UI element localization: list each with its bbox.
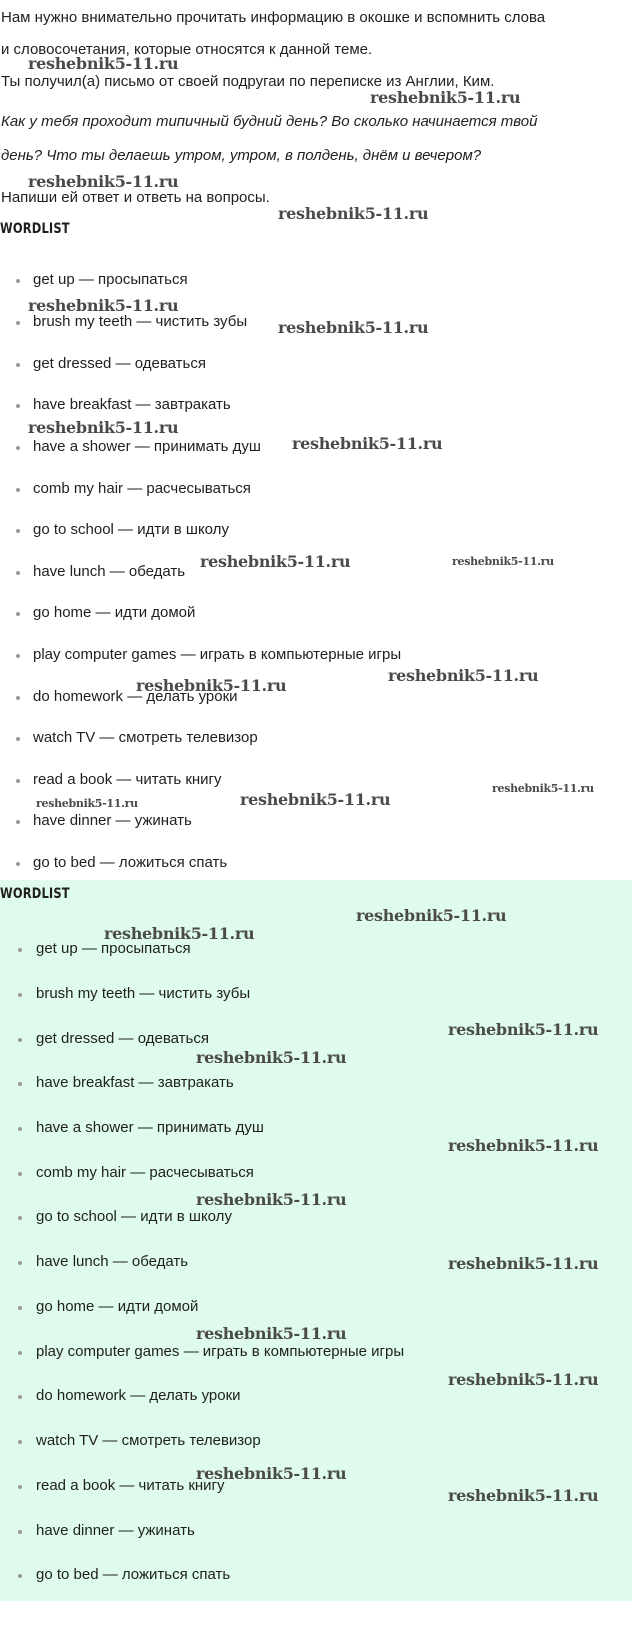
list-item: have lunch — обедать [0, 1253, 188, 1270]
list-item: have dinner — ужинать [0, 812, 192, 829]
list-item: have a shower — принимать душ [0, 438, 261, 455]
watermark: reshebnik5-11.ru [448, 1370, 599, 1389]
list-item: read a book — читать книгу [0, 1477, 225, 1494]
list-item: have breakfast — завтракать [0, 1074, 234, 1091]
watermark: reshebnik5-11.ru [28, 54, 179, 73]
watermark: reshebnik5-11.ru [196, 1048, 347, 1067]
watermark: reshebnik5-11.ru [278, 204, 429, 223]
watermark: reshebnik5-11.ru [104, 924, 255, 943]
list-item: do homework — делать уроки [0, 1387, 241, 1404]
list-item: have breakfast — завтракать [0, 396, 231, 413]
watermark: reshebnik5-11.ru [278, 318, 429, 337]
watermark: reshebnik5-11.ru [200, 552, 351, 571]
watermark: reshebnik5-11.ru [36, 797, 138, 810]
watermark: reshebnik5-11.ru [196, 1464, 347, 1483]
intro-line-1: Нам нужно внимательно прочитать информацию в окошке и вспомнить слова [1, 9, 546, 26]
list-item: play computer games — играть в компьютерные игры [0, 646, 401, 663]
watermark: reshebnik5-11.ru [452, 555, 554, 568]
list-item: have lunch — обедать [0, 563, 185, 580]
list-item: go to bed — ложиться спать [0, 1566, 230, 1583]
intro-line-3: Ты получил(а) письмо от своей подругаи по переписке из Англии, Ким. [1, 73, 495, 90]
list-item: watch TV — смотреть телевизор [0, 729, 258, 746]
watermark: reshebnik5-11.ru [448, 1020, 599, 1039]
watermark: reshebnik5-11.ru [492, 782, 594, 795]
list-item: go to school — идти в школу [0, 521, 229, 538]
list-item: have a shower — принимать душ [0, 1119, 264, 1136]
wordlist-heading-1: WORDLIST [0, 221, 70, 237]
list-item: go to bed — ложиться спать [0, 854, 227, 871]
list-item: brush my teeth — чистить зубы [0, 313, 247, 330]
list-item: get dressed — одеваться [0, 355, 206, 372]
watermark: reshebnik5-11.ru [240, 790, 391, 809]
wordlist-heading-2: WORDLIST [0, 886, 70, 902]
watermark: reshebnik5-11.ru [28, 172, 179, 191]
watermark: reshebnik5-11.ru [448, 1486, 599, 1505]
intro-line-2: и словосочетания, которые относятся к данной теме. [1, 41, 373, 58]
watermark: reshebnik5-11.ru [28, 296, 179, 315]
watermark: reshebnik5-11.ru [356, 906, 507, 925]
list-item: comb my hair — расчесываться [0, 1164, 254, 1181]
list-item: brush my teeth — чистить зубы [0, 985, 250, 1002]
list-item: read a book — читать книгу [0, 771, 222, 788]
list-item: do homework — делать уроки [0, 688, 238, 705]
intro-line-6: Напиши ей ответ и ответь на вопросы. [1, 189, 270, 206]
list-item: go home — идти домой [0, 604, 195, 621]
watermark: reshebnik5-11.ru [448, 1254, 599, 1273]
watermark: reshebnik5-11.ru [196, 1324, 347, 1343]
list-item: have dinner — ужинать [0, 1522, 195, 1539]
list-item: watch TV — смотреть телевизор [0, 1432, 261, 1449]
list-item: comb my hair — расчесываться [0, 480, 251, 497]
list-item: get dressed — одеваться [0, 1030, 209, 1047]
watermark: reshebnik5-11.ru [292, 434, 443, 453]
list-item: go to school — идти в школу [0, 1208, 232, 1225]
watermark: reshebnik5-11.ru [370, 88, 521, 107]
letter-question-1: Как у тебя проходит типичный будний день? Во сколько начинается твой [1, 113, 538, 130]
watermark: reshebnik5-11.ru [448, 1136, 599, 1155]
list-item: get up — просыпаться [0, 271, 188, 288]
list-item: get up — просыпаться [0, 940, 191, 957]
watermark: reshebnik5-11.ru [196, 1190, 347, 1209]
list-item: go home — идти домой [0, 1298, 198, 1315]
watermark: reshebnik5-11.ru [388, 666, 539, 685]
watermark: reshebnik5-11.ru [136, 676, 287, 695]
letter-question-2: день? Что ты делаешь утром, утром, в полдень, днём и вечером? [1, 147, 482, 164]
list-item: play computer games — играть в компьютерные игры [0, 1343, 404, 1360]
watermark: reshebnik5-11.ru [28, 418, 179, 437]
